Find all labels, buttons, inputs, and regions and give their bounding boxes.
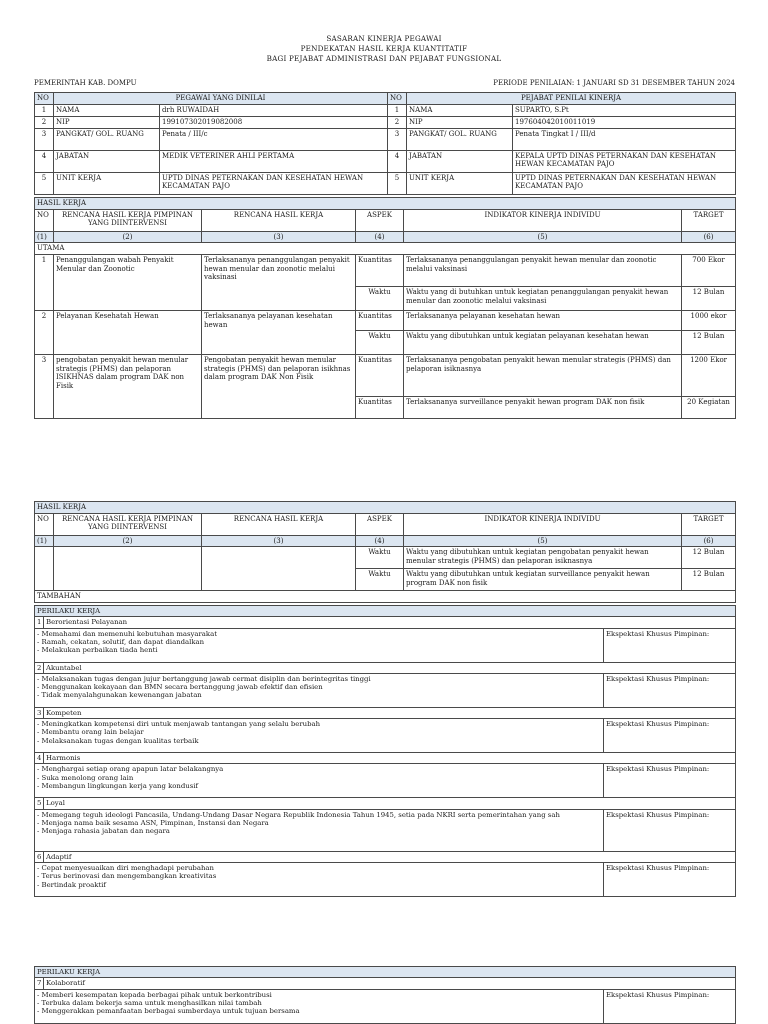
perilaku-name: Adaptif: [44, 851, 736, 862]
ekspektasi-khusus: Ekspektasi Khusus Pimpinan:: [604, 673, 736, 707]
num-2: (2): [54, 536, 202, 547]
perilaku-no: 2: [35, 662, 44, 673]
perilaku-point: - Melakukan perbaikan tiada henti: [37, 646, 158, 655]
col-aspek: ASPEK: [356, 210, 404, 232]
item-indikator: Terlaksananya surveillance penyakit hewan program DAK non fisik: [404, 397, 682, 419]
perilaku-kerja-title: PERILAKU KERJA: [35, 606, 736, 617]
perilaku-points: [35, 673, 604, 707]
col-indikator: INDIKATOR KINERJA INDIVIDU: [404, 514, 682, 536]
perilaku-name: Harmonis: [44, 753, 736, 764]
item-indikator: Terlaksananya pengobatan penyakit hewan menular strategis (PHMS) dan pelaporan isiknasnya: [404, 355, 682, 397]
item-no-blank: [35, 547, 54, 591]
perilaku-no: 4: [35, 753, 44, 764]
num-4: (4): [356, 232, 404, 243]
item-target: 1200 Ekor: [682, 355, 736, 397]
doc-subtitle-2: BAGI PEJABAT ADMINISTRASI DAN PEJABAT FUNGSIONAL: [266, 54, 502, 63]
pejabat-no: 3: [388, 129, 407, 151]
perilaku-name: Akuntabel: [44, 662, 736, 673]
perilaku-point: - Terus berinovasi dan mengembangkan kreativitas: [37, 872, 217, 881]
num-4: (4): [356, 536, 404, 547]
pegawai-label: UNIT KERJA: [54, 173, 160, 195]
num-3: (3): [202, 536, 356, 547]
item-target: 12 Bulan: [682, 569, 736, 591]
perilaku-kerja-table-cont: [34, 966, 736, 1024]
pegawai-value: Penata / III/c: [160, 129, 388, 151]
item-no: 3: [35, 355, 54, 419]
perilaku-point: - Menggunakan kekayaan dan BMN secara bertanggung jawab efektif dan efisien: [37, 683, 323, 692]
perilaku-no: 7: [35, 978, 44, 989]
perilaku-points: [35, 764, 604, 798]
item-target: 12 Bulan: [682, 547, 736, 569]
pejabat-label: UNIT KERJA: [407, 173, 513, 195]
perilaku-no: 5: [35, 798, 44, 809]
num-3: (3): [202, 232, 356, 243]
pejabat-label: JABATAN: [407, 151, 513, 173]
table-row: [35, 547, 736, 569]
ekspektasi-khusus: Ekspektasi Khusus Pimpinan:: [604, 809, 736, 851]
col-rencana: RENCANA HASIL KERJA: [202, 210, 356, 232]
ekspektasi-khusus: Ekspektasi Khusus Pimpinan:: [604, 764, 736, 798]
item-indikator: Waktu yang dibutuhkan untuk kegiatan pelayanan kesehatan hewan: [404, 331, 682, 355]
pegawai-table: [34, 92, 736, 195]
pegawai-label: NAMA: [54, 105, 160, 117]
pegawai-value: 199107302019082008: [160, 117, 388, 129]
item-rencana-blank: [202, 547, 356, 591]
pejabat-value: 197604042010011019: [513, 117, 736, 129]
col-no: NO: [35, 210, 54, 232]
table-row: [35, 255, 736, 287]
perilaku-point: - Memberi kesempatan kepada berbagai pihak untuk berkontribusi: [37, 990, 272, 999]
perilaku-name: Berorientasi Pelayanan: [44, 617, 736, 628]
item-target: 20 Kegiatan: [682, 397, 736, 419]
perilaku-point: - Tidak menyalahgunakan kewenangan jabatan: [37, 691, 202, 700]
perilaku-name: Loyal: [44, 798, 736, 809]
item-indikator: Waktu yang di butuhkan untuk kegiatan penanggulangan penyakit hewan menular dan zoonotic melalui vaksinasi: [404, 287, 682, 311]
col-pimpinan: RENCANA HASIL KERJA PIMPINAN YANG DIINTERVENSI: [54, 514, 202, 536]
item-target: 12 Bulan: [682, 287, 736, 311]
col-indikator: INDIKATOR KINERJA INDIVIDU: [404, 210, 682, 232]
doc-title: SASARAN KINERJA PEGAWAI: [326, 34, 442, 43]
col-aspek: ASPEK: [356, 514, 404, 536]
item-rencana: Terlaksananya pelayanan kesehatan hewan: [202, 311, 356, 355]
ekspektasi-khusus: Ekspektasi Khusus Pimpinan:: [604, 628, 736, 662]
pegawai-label: PANGKAT/ GOL. RUANG: [54, 129, 160, 151]
item-aspek: Kuantitas: [356, 311, 404, 331]
pejabat-no: 1: [388, 105, 407, 117]
perilaku-points: [35, 719, 604, 753]
pejabat-value: SUPARTO, S.Pt: [513, 105, 736, 117]
item-indikator: Waktu yang dibutuhkan untuk kegiatan pengobatan penyakit hewan menular strategis (PHMS) dan pelaporan isiknasnya: [404, 547, 682, 569]
pegawai-no: 3: [35, 129, 54, 151]
ekspektasi-khusus: Ekspektasi Khusus Pimpinan:: [604, 719, 736, 753]
col-target: TARGET: [682, 210, 736, 232]
perilaku-point: - Terbuka dalam bekerja sama untuk menghasilkan nilai tambah: [37, 998, 262, 1007]
perilaku-point: - Memegang teguh ideologi Pancasila, Undang-Undang Dasar Negara Republik Indonesia Tahun 1945, setia pada NKRI serta pemerintahan yang sah: [37, 810, 560, 819]
hasil-kerja-table: [34, 197, 736, 419]
perilaku-point: - Menghargai setiap orang apapun latar belakangnya: [37, 765, 224, 774]
item-pimpinan: Pelayanan Kesehatah Hewan: [54, 311, 202, 355]
perilaku-point: - Cepat menyesuaikan diri menghadapi perubahan: [37, 864, 214, 873]
num-6: (6): [682, 232, 736, 243]
perilaku-points: [35, 628, 604, 662]
item-aspek: Kuantitas: [356, 255, 404, 287]
pemerintah-label: PEMERINTAH KAB. DOMPU: [34, 79, 137, 87]
perilaku-point: - Membangun lingkungan kerja yang kondusif: [37, 782, 198, 791]
perilaku-point: - Membantu orang lain belajar: [37, 728, 144, 737]
col-target: TARGET: [682, 514, 736, 536]
item-no: 2: [35, 311, 54, 355]
pegawai-value: UPTD DINAS PETERNAKAN DAN KESEHATAN HEWAN KECAMATAN PAJO: [160, 173, 388, 195]
hasil-kerja-title: HASIL KERJA: [35, 502, 736, 514]
perilaku-no: 6: [35, 851, 44, 862]
item-rencana: Terlaksananya penanggulangan penyakit hewan menular dan zoonotic melalui vaksinasi: [202, 255, 356, 311]
pejabat-no: 5: [388, 173, 407, 195]
col-pimpinan: RENCANA HASIL KERJA PIMPINAN YANG DIINTERVENSI: [54, 210, 202, 232]
item-pimpinan: Penanggulangan wabah Penyakit Menular dan Zoonotic: [54, 255, 202, 311]
doc-subtitle: PENDEKATAN HASIL KERJA KUANTITATIF: [300, 44, 468, 53]
item-target: 12 Bulan: [682, 331, 736, 355]
perilaku-point: - Menjaga rahasia jabatan dan negara: [37, 827, 170, 836]
perilaku-name: Kolaboratif: [44, 978, 736, 989]
item-aspek: Waktu: [356, 547, 404, 569]
perilaku-point: - Ramah, cekatan, solutif, dan dapat diandalkan: [37, 637, 205, 646]
col-no: NO: [35, 514, 54, 536]
item-rencana: Pengobatan penyakit hewan menular strategis (PHMS) dan pelaporan isikhnas dalam program DAK Non Fisik: [202, 355, 356, 419]
perilaku-point: - Meningkatkan kompetensi diri untuk menjawab tantangan yang selalu berubah: [37, 720, 321, 729]
perilaku-point: - Suka menolong orang lain: [37, 773, 134, 782]
hasil-kerja-title: HASIL KERJA: [35, 198, 736, 210]
num-1: (1): [35, 232, 54, 243]
item-target: 1000 ekor: [682, 311, 736, 331]
col-rencana: RENCANA HASIL KERJA: [202, 514, 356, 536]
item-pimpinan-blank: [54, 547, 202, 591]
item-aspek: Waktu: [356, 569, 404, 591]
ekspektasi-khusus: Ekspektasi Khusus Pimpinan:: [604, 863, 736, 897]
item-aspek: Kuantitas: [356, 355, 404, 397]
pejabat-label: PANGKAT/ GOL. RUANG: [407, 129, 513, 151]
pegawai-dinilai-header: PEGAWAI YANG DINILAI: [54, 93, 388, 105]
pegawai-label: NIP: [54, 117, 160, 129]
item-pimpinan: pengobatan penyakit hewan menular strategis (PHMS) dan pelaporan ISIKHNAS dalam program DAK non Fisik: [54, 355, 202, 419]
perilaku-no: 1: [35, 617, 44, 628]
pegawai-no: 2: [35, 117, 54, 129]
perilaku-kerja-table: [34, 605, 736, 897]
perilaku-points: [35, 863, 604, 897]
pegawai-value: drh RUWAIDAH: [160, 105, 388, 117]
pejabat-penilai-header: PEJABAT PENILAI KINERJA: [407, 93, 736, 105]
item-target: 700 Ekor: [682, 255, 736, 287]
pejabat-no: 2: [388, 117, 407, 129]
pegawai-value: MEDIK VETERINER AHLI PERTAMA: [160, 151, 388, 173]
perilaku-name: Kompeten: [44, 707, 736, 718]
pejabat-value: UPTD DINAS PETERNAKAN DAN KESEHATAN HEWAN KECAMATAN PAJO: [513, 173, 736, 195]
utama-label: UTAMA: [35, 243, 736, 255]
perilaku-no: 3: [35, 707, 44, 718]
num-1: (1): [35, 536, 54, 547]
perilaku-point: - Menjaga nama baik sesama ASN, Pimpinan, Instansi dan Negara: [37, 819, 269, 828]
item-aspek: Waktu: [356, 331, 404, 355]
perilaku-point: - Memahami dan memenuhi kebutuhan masyarakat: [37, 629, 217, 638]
pejabat-label: NAMA: [407, 105, 513, 117]
item-indikator: Terlaksananya penanggulangan penyakit hewan menular dan zoonotic melalui vaksinasi: [404, 255, 682, 287]
num-2: (2): [54, 232, 202, 243]
no-header: NO: [35, 93, 54, 105]
perilaku-point: - Melaksanakan tugas dengan jujur bertanggung jawab cermat disiplin dan berintegritas tinggi: [37, 674, 371, 683]
hasil-kerja-table-cont: [34, 501, 736, 603]
item-indikator: Terlaksananya pelayanan kesehatan hewan: [404, 311, 682, 331]
perilaku-points: [35, 989, 604, 1023]
perilaku-kerja-title: PERILAKU KERJA: [35, 967, 736, 978]
pegawai-label: JABATAN: [54, 151, 160, 173]
num-6: (6): [682, 536, 736, 547]
perilaku-point: - Melaksanakan tugas dengan kualitas terbaik: [37, 736, 199, 745]
item-no: 1: [35, 255, 54, 311]
tambahan-label: TAMBAHAN: [35, 591, 736, 602]
item-aspek: Kuantitas: [356, 397, 404, 419]
pegawai-no: 5: [35, 173, 54, 195]
pejabat-value: KEPALA UPTD DINAS PETERNAKAN DAN KESEHATAN HEWAN KECAMATAN PAJO: [513, 151, 736, 173]
table-row: [35, 311, 736, 331]
periode-label: PERIODE PENILAIAN: 1 JANUARI SD 31 DESEMBER TAHUN 2024: [493, 79, 735, 87]
table-row: [35, 355, 736, 397]
item-aspek: Waktu: [356, 287, 404, 311]
perilaku-points: [35, 809, 604, 851]
pegawai-no: 4: [35, 151, 54, 173]
perilaku-point: - Bertindak proaktif: [37, 880, 106, 889]
pegawai-no: 1: [35, 105, 54, 117]
ekspektasi-khusus: Ekspektasi Khusus Pimpinan:: [604, 989, 736, 1023]
pejabat-label: NIP: [407, 117, 513, 129]
num-5: (5): [404, 536, 682, 547]
num-5: (5): [404, 232, 682, 243]
perilaku-point: - Menggerakkan pemanfaatan berbagai sumberdaya untuk tujuan bersama: [37, 1007, 300, 1016]
item-indikator: Waktu yang dibutuhkan untuk kegiatan surveillance penyakit hewan program DAK non fisik: [404, 569, 682, 591]
pejabat-value: Penata Tingkat I / III/d: [513, 129, 736, 151]
pejabat-no: 4: [388, 151, 407, 173]
no-header-right: NO: [388, 93, 407, 105]
